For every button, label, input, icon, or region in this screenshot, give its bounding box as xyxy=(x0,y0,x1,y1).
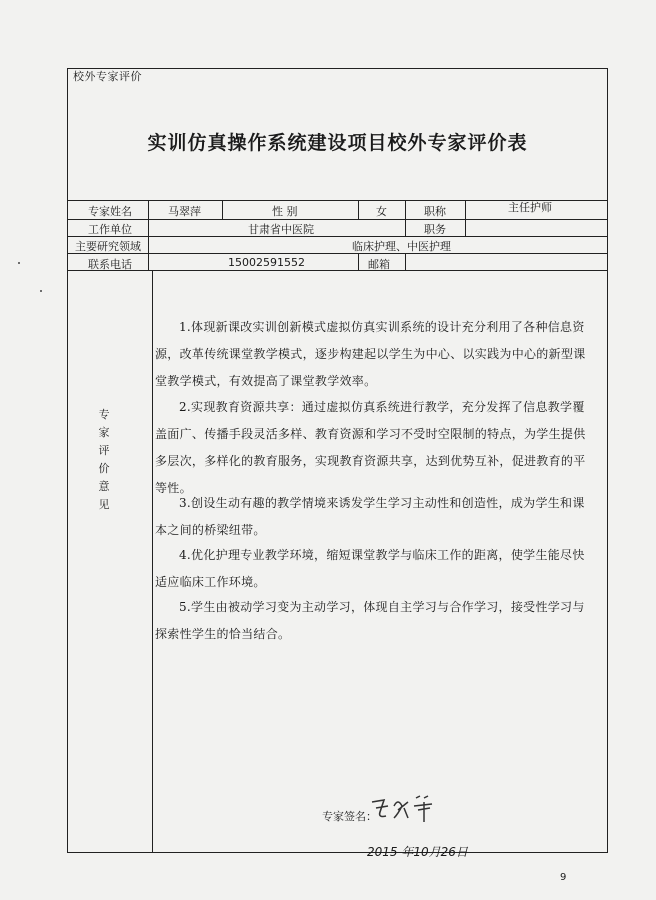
workplace-label: 工作单位 xyxy=(88,223,132,236)
gender-label: 性 别 xyxy=(272,205,298,218)
opinion-label-char: 家 xyxy=(98,426,110,439)
section-label: 校外专家评价 xyxy=(73,70,142,83)
opinion-label xyxy=(92,406,116,514)
table-line xyxy=(405,253,406,270)
title-value: 主任护师 xyxy=(508,201,552,214)
opinion-label-char: 见 xyxy=(98,498,110,511)
signature-label: 专家签名： xyxy=(322,810,377,823)
opinion-label-char: 专 xyxy=(98,408,110,421)
table-line xyxy=(67,270,608,271)
workplace-value: 甘肃省中医院 xyxy=(248,223,314,236)
phone-value: 15002591552 xyxy=(228,256,305,269)
research-label: 主要研究领域 xyxy=(75,240,141,253)
expert-name-label: 专家姓名 xyxy=(88,205,132,218)
table-line xyxy=(358,200,359,219)
position-label: 职务 xyxy=(424,223,446,236)
expert-name-value: 马翠萍 xyxy=(168,205,201,218)
gender-value: 女 xyxy=(376,205,387,218)
opinion-paragraph: 2.实现教育资源共享：通过虚拟仿真系统进行教学，充分发挥了信息教学覆盖面广、传播手段灵活多样、教育资源和学习不受时空限制的特点，为学生提供多层次，多样化的教育服务，实现教育资源共享，达到优势互补，促进教育的平等性。 xyxy=(155,400,586,495)
opinion-paragraph: 5.学生由被动学习变为主动学习，体现自主学习与合作学习，接受性学习与探索性学生的恰当结合。 xyxy=(155,600,585,641)
phone-label: 联系电话 xyxy=(88,258,132,271)
handwritten-signature xyxy=(368,792,448,830)
table-line xyxy=(405,200,406,236)
form-title: 实训仿真操作系统建设项目校外专家评价表 xyxy=(147,132,528,154)
table-line xyxy=(148,253,149,270)
table-line xyxy=(358,253,359,270)
opinion-label-char: 评 xyxy=(98,444,110,457)
page-number: 9 xyxy=(560,872,567,883)
opinion-paragraph: 4.优化护理专业教学环境，缩短课堂教学与临床工作的距离，使学生能尽快适应临床工作环境。 xyxy=(155,548,585,589)
scan-speck xyxy=(18,262,20,264)
table-line xyxy=(222,200,223,219)
signature-date: 2015 年10月26日 xyxy=(367,845,468,859)
opinion-paragraph: 1.体现新课改实训创新模式虚拟仿真实训系统的设计充分利用了各种信息资源，改革传统课堂教学模式，逐步构建起以学生为中心、以实践为中心的新型课堂教学模式，有效提高了课堂教学效率。 xyxy=(155,320,586,388)
table-line xyxy=(148,219,149,236)
email-label: 邮箱 xyxy=(368,258,390,271)
scan-speck xyxy=(40,290,42,292)
table-line xyxy=(148,236,149,253)
research-value: 临床护理、中医护理 xyxy=(352,240,451,253)
opinion-paragraph: 3.创设生动有趣的教学情境来诱发学生学习主动性和创造性，成为学生和课本之间的桥梁纽带。 xyxy=(155,496,585,537)
opinion-label-char: 意 xyxy=(98,480,110,493)
table-line xyxy=(148,200,149,219)
title-label: 职称 xyxy=(424,205,446,218)
opinion-label-char: 价 xyxy=(98,462,110,475)
table-line xyxy=(465,200,466,236)
table-line xyxy=(152,270,153,853)
